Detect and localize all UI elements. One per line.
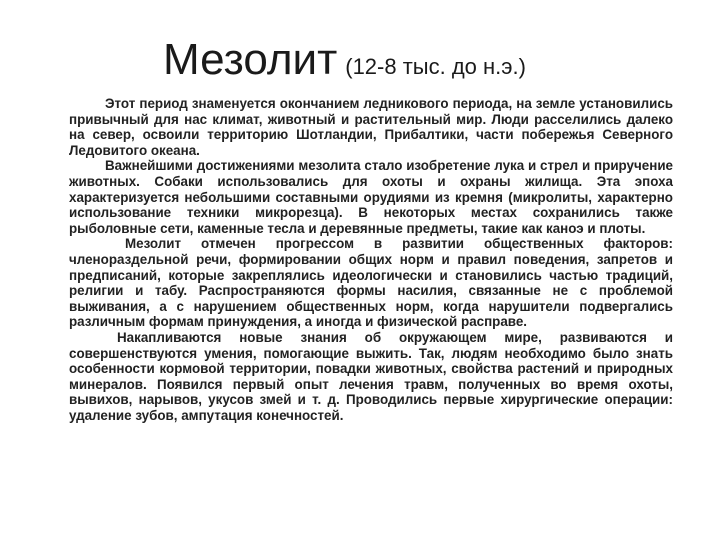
paragraph-achievements: Важнейшими достижениями мезолита стало изобретение лука и стрел и приручение животных. Собаки использовались для охоты и охраны жилища. Эта эпоха характеризуется небольшими составными орудиями из кремня (микролиты, характерно использование техники микрорезца). В некоторых местах сохранились также рыболовные сети, каменные тесла и деревянные предметы, такие как каноэ и плоты. <box>69 158 673 236</box>
body-text <box>69 96 673 423</box>
title-main: Мезолит <box>163 35 338 84</box>
paragraph-climate: Этот период знаменуется окончанием ледникового периода, на земле установились привычный для нас климат, животный и растительный мир. Люди расселились далеко на север, освоили территорию Шотландии, Прибалтики, части побережья Северного Ледовитого океана. <box>69 96 673 158</box>
slide-title <box>163 35 526 84</box>
paragraph-knowledge: Накапливаются новые знания об окружающем мире, развиваются и совершенствуются умения, помогающие выжить. Так, людям необходимо было знать особенности кормовой территории, повадки животных, свойства растений и природных минералов. Появился первый опыт лечения травм, полученных во время охоты, вывихов, нарывов, укусов змей и т. д. Проводились первые хирургические операции: удаление зубов, ампутация конечностей. <box>69 329 673 423</box>
paragraph-social-progress: Мезолит отмечен прогрессом в развитии общественных факторов: членораздельной речи, формировании общих норм и правил поведения, запретов и предписаний, которые закреплялись идеологически и становились частью традиций, религии и табу. Распространяются формы насилия, связанные не с проблемой выживания, а с нарушением общественных норм, когда нарушители подвергались различным формам принуждения, а иногда и физической расправе. <box>69 236 673 330</box>
title-subtitle: (12-8 тыс. до н.э.) <box>345 54 526 79</box>
